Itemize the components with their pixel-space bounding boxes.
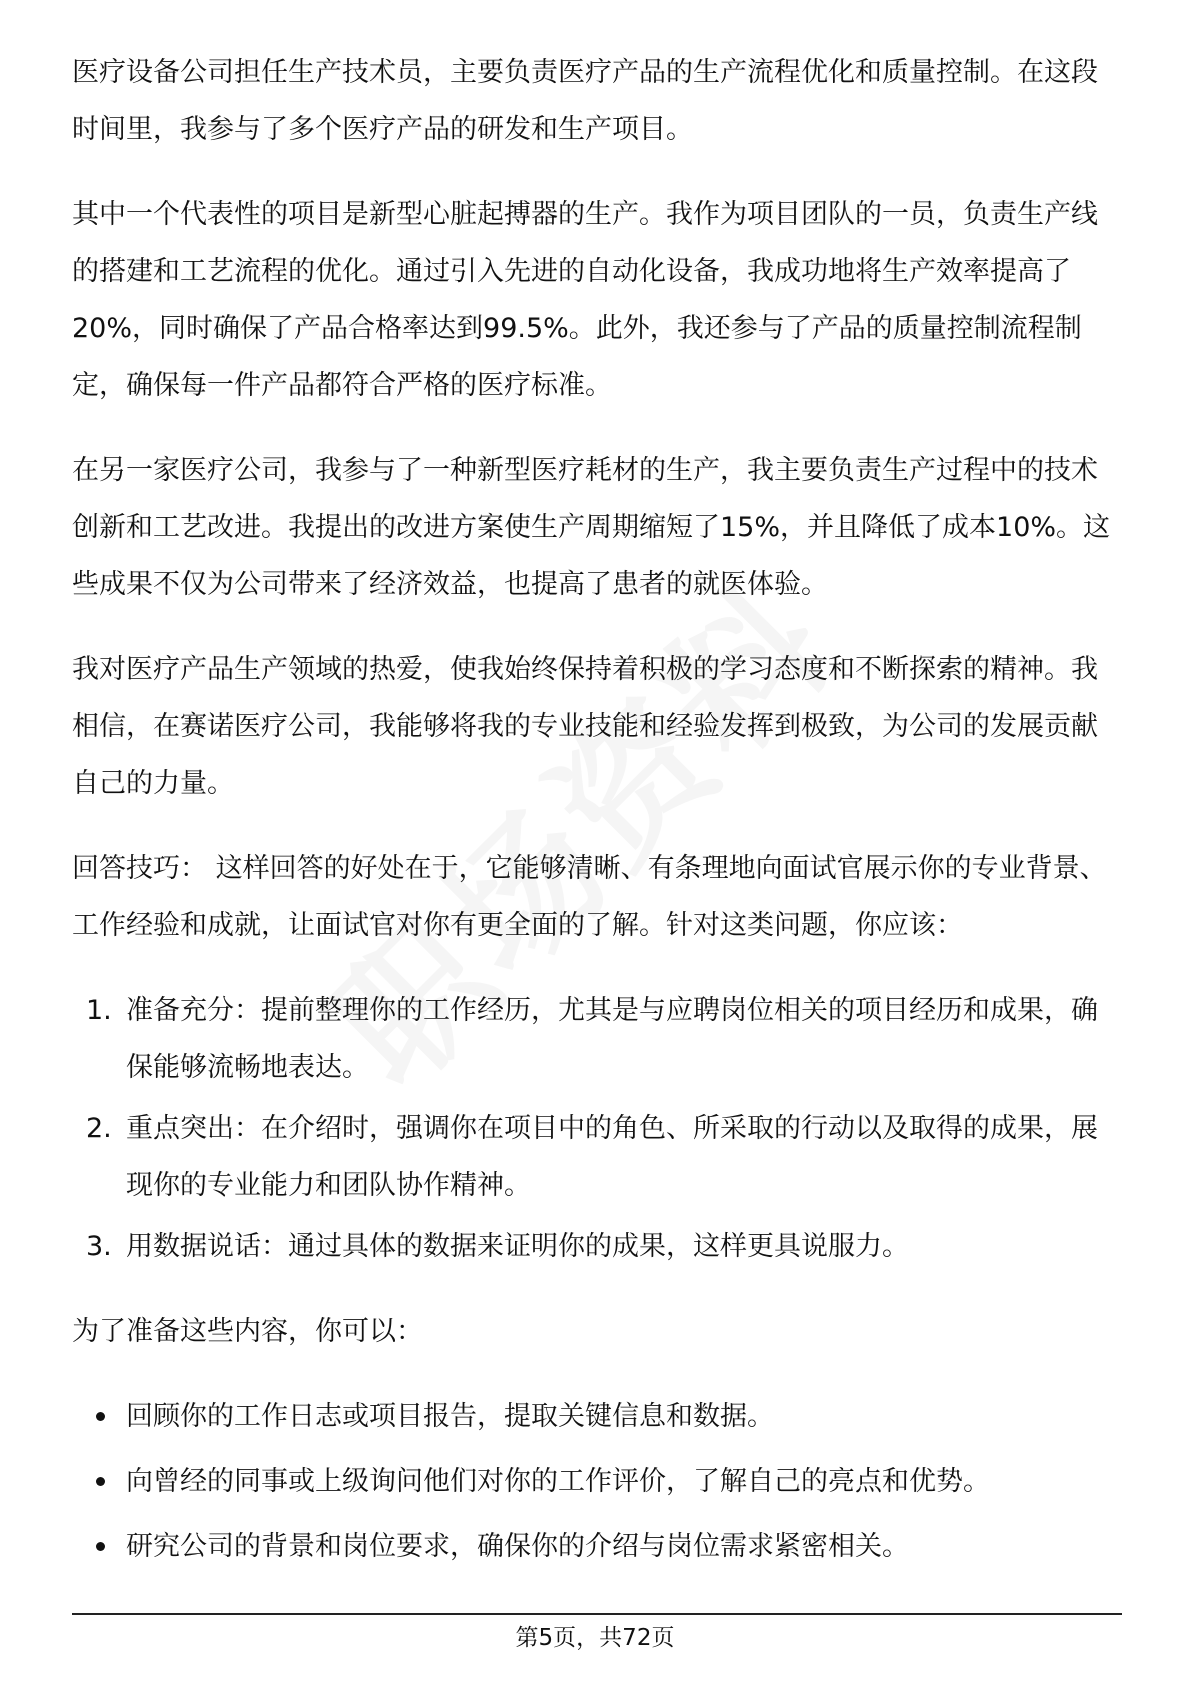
list-item <box>72 982 1122 1096</box>
page-number: 第5页，共72页 <box>515 1625 675 1651</box>
bullet-icon <box>96 1542 105 1551</box>
prep-bullet-list <box>72 1388 1122 1575</box>
list-item <box>72 1100 1122 1214</box>
list-item-number: 3. <box>86 1231 112 1262</box>
list-item-text: 用数据说话：通过具体的数据来证明你的成果，这样更具说服力。 <box>126 1231 909 1262</box>
paragraph-pacemaker-project: 其中一个代表性的项目是新型心脏起搏器的生产。我作为项目团队的一员，负责生产线的搭建和工艺流程的优化。通过引入先进的自动化设备，我成功地将生产效率提高了20%，同时确保了产品合格率达到99.5%。此外，我还参与了产品的质量控制流程制定，确保每一件产品都符合严格的医疗标准。 <box>72 199 1098 401</box>
paragraph-answer-tips: 回答技巧： 这样回答的好处在于，它能够清晰、有条理地向面试官展示你的专业背景、工作经验和成就，让面试官对你有更全面的了解。针对这类问题，你应该： <box>72 853 1107 941</box>
paragraph-consumables-project: 在另一家医疗公司，我参与了一种新型医疗耗材的生产，我主要负责生产过程中的技术创新和工艺改进。我提出的改进方案使生产周期缩短了15%，并且降低了成本10%。这些成果不仅为公司带来了经济效益，也提高了患者的就医体验。 <box>72 455 1111 600</box>
footer-divider <box>72 1613 1122 1615</box>
tips-numbered-list <box>72 982 1122 1275</box>
paragraph-prep-intro: 为了准备这些内容，你可以： <box>72 1316 423 1347</box>
list-item-number: 1. <box>86 995 112 1026</box>
bullet-icon <box>96 1412 105 1421</box>
page-content <box>72 44 1122 1583</box>
list-item-text: 重点突出：在介绍时，强调你在项目中的角色、所采取的行动以及取得的成果，展现你的专业能力和团队协作精神。 <box>126 1113 1098 1201</box>
list-item <box>72 1453 1122 1510</box>
list-item <box>72 1218 1122 1275</box>
paragraph-motivation: 我对医疗产品生产领域的热爱，使我始终保持着积极的学习态度和不断探索的精神。我相信，在赛诺医疗公司，我能够将我的专业技能和经验发挥到极致，为公司的发展贡献自己的力量。 <box>72 654 1098 799</box>
list-item-text: 准备充分：提前整理你的工作经历，尤其是与应聘岗位相关的项目经历和成果，确保能够流畅地表达。 <box>126 995 1098 1083</box>
bullet-icon <box>96 1477 105 1486</box>
list-item <box>72 1388 1122 1445</box>
list-item-text: 向曾经的同事或上级询问他们对你的工作评价，了解自己的亮点和优势。 <box>126 1466 990 1497</box>
list-item-text: 研究公司的背景和岗位要求，确保你的介绍与岗位需求紧密相关。 <box>126 1531 909 1562</box>
paragraph-role-summary: 医疗设备公司担任生产技术员，主要负责医疗产品的生产流程优化和质量控制。在这段时间里，我参与了多个医疗产品的研发和生产项目。 <box>72 57 1098 145</box>
list-item <box>72 1518 1122 1575</box>
list-item-text: 回顾你的工作日志或项目报告，提取关键信息和数据。 <box>126 1401 774 1432</box>
list-item-number: 2. <box>86 1113 112 1144</box>
